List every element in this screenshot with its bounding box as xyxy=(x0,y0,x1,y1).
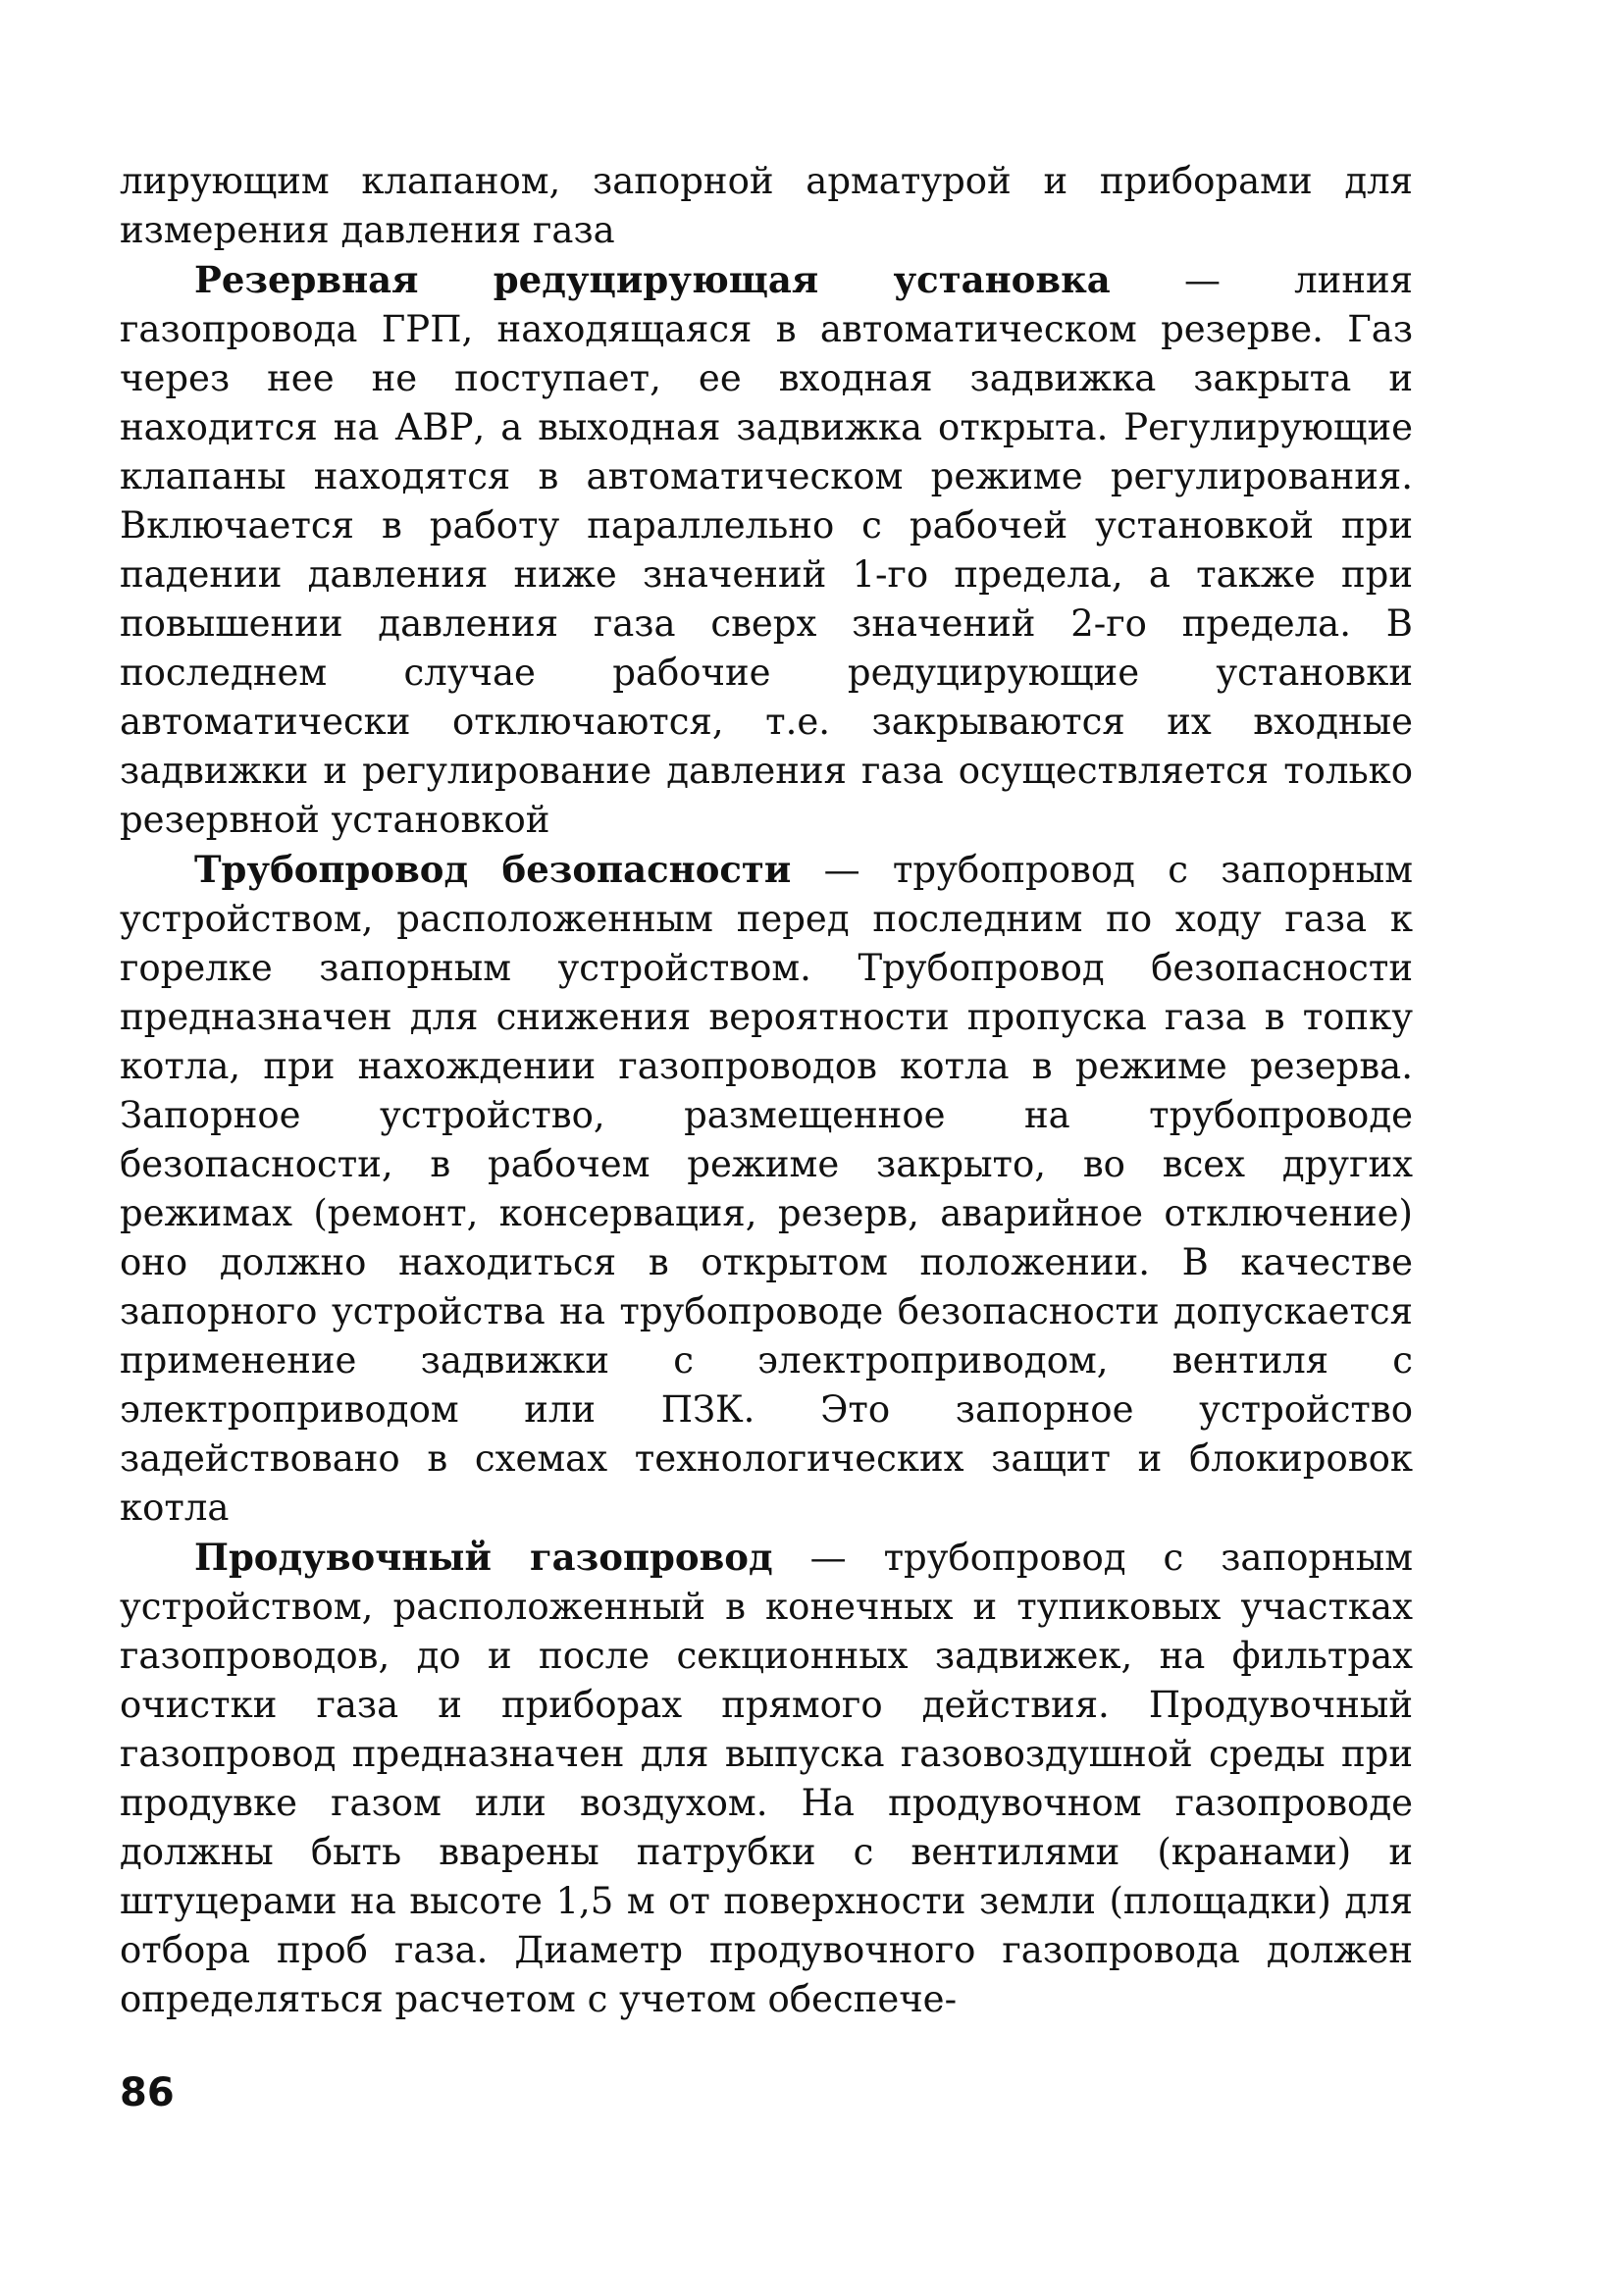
paragraph-safety-pipeline xyxy=(120,845,1413,1533)
term-heading: Резервная редуцирующая установка xyxy=(194,258,1111,301)
page-number: 86 xyxy=(120,2070,175,2115)
term-heading: Трубопровод безопасности xyxy=(194,848,792,891)
body-text xyxy=(120,157,1413,2024)
paragraph-continuation xyxy=(120,157,1413,255)
paragraph-text: — трубопровод с запорным устройством, расположенный в конечных и тупиковых участках газопроводов, до и после секционных задвижек, на фильтрах очистки газа и приборах прямого действия. Продувочный газопровод предназначен для выпуска газовоздушной среды при продувке газом или воздухом. На продувочном газопроводе должны быть вварены патрубки с вентилями (кранами) и штуцерами на высоте 1,5 м от поверхности земли (площадки) для отбора проб газа. Диаметр продувочного газопровода должен определяться расчетом с учетом обеспече- xyxy=(120,1537,1413,2020)
paragraph-purge-gas-pipeline xyxy=(120,1533,1413,2024)
paragraph-text: — трубопровод с запорным устройством, расположенным перед последним по ходу газа к горелке запорным устройством. Трубопровод безопасности предназначен для снижения вероятности пропуска газа в топку котла, при нахождении газопроводов котла в режиме резерва. Запорное устройство, размещенное на трубопроводе безопасности, в рабочем режиме закрыто, во всех других режимах (ремонт, консервация, резерв, аварийное отключение) оно должно находиться в открытом положении. В качестве запорного устройства на трубопроводе безопасности допускается применение задвижки с электроприводом, вентиля с электроприводом или ПЗК. Это запорное устройство задействовано в схемах технологических защит и блокировок котла xyxy=(120,849,1413,1529)
term-heading: Продувочный газопровод xyxy=(194,1536,773,1579)
paragraph-text: — линия газопровода ГРП, находящаяся в автоматическом резерве. Газ через нее не поступает, ее входная задвижка закрыта и находится на АВР, а выходная задвижка открыта. Регулирующие клапаны находятся в автоматическом режиме регулирования. Включается в работу параллельно с рабочей установкой при падении давления ниже значений 1-го предела, а также при повышении давления газа сверх значений 2-го предела. В последнем случае рабочие редуцирующие установки автоматически отключаются, т.е. закрываются их входные задвижки и регулирование давления газа осуществляется только резервной установкой xyxy=(120,259,1413,841)
paragraph-text: лирующим клапаном, запорной арматурой и приборами для измерения давления газа xyxy=(120,160,1413,251)
paragraph-reserve-reducing-unit xyxy=(120,255,1413,845)
